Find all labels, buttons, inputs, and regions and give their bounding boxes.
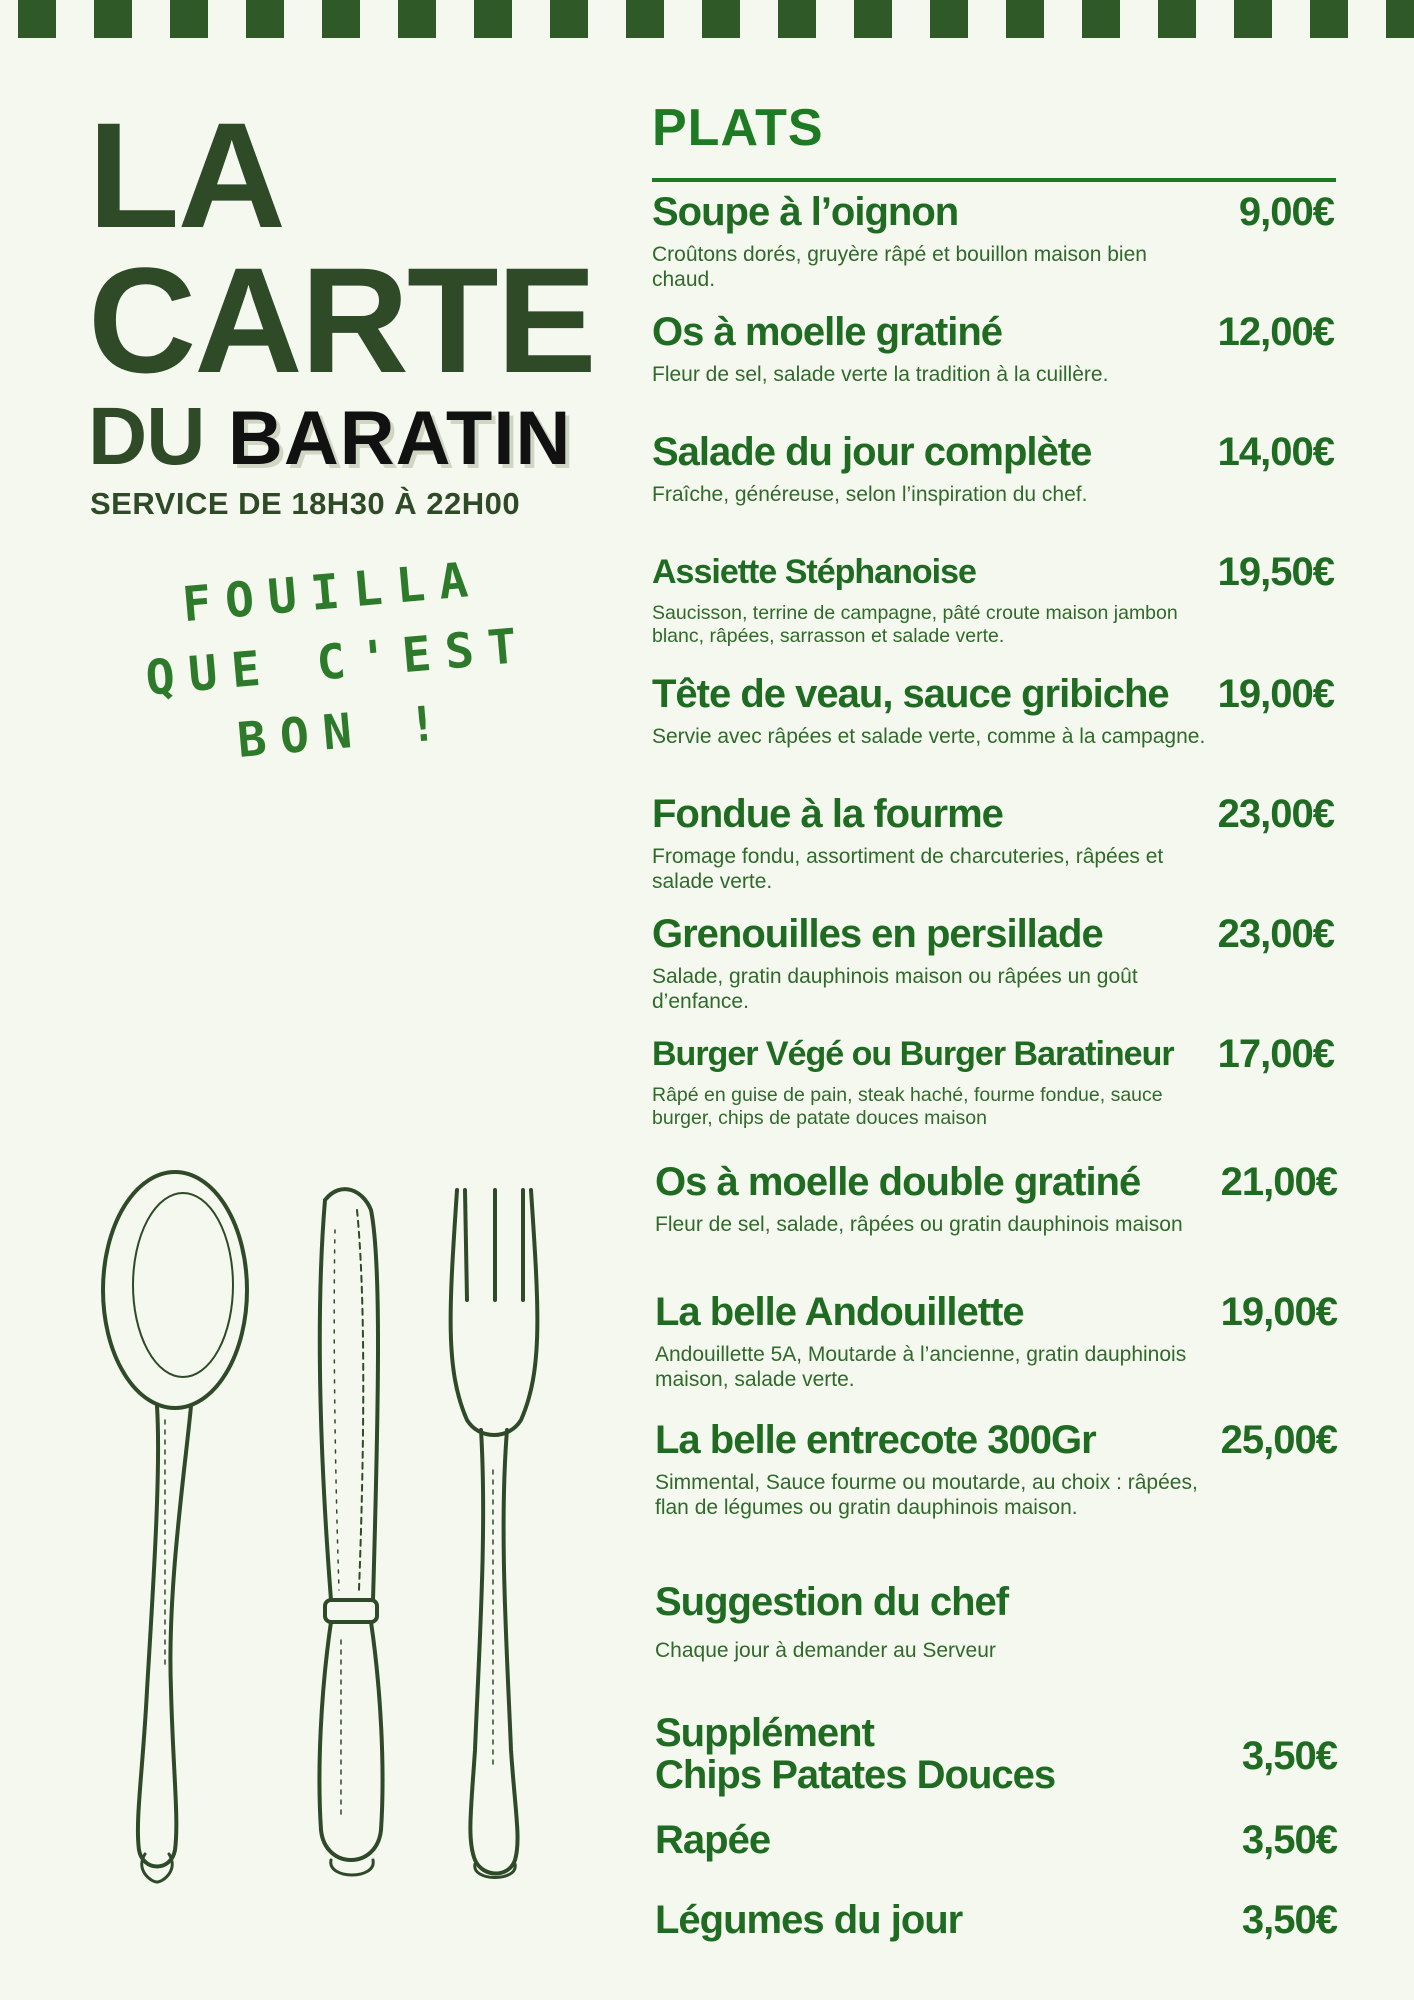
menu-item-name: Tête de veau, sauce gribiche [652, 672, 1169, 716]
menu-item [655, 1898, 1345, 1942]
menu-item-name-line: Chips Patates Douces [655, 1753, 1056, 1797]
menu-item-price: 21,00€ [1220, 1160, 1337, 1204]
menu-item [652, 792, 1342, 894]
checker-border [0, 0, 1414, 38]
menu-item-name: Assiette Stéphanoise [652, 553, 976, 591]
checker-square [854, 0, 892, 38]
menu-item [652, 190, 1342, 292]
menu-item-name: Grenouilles en persillade [652, 912, 1103, 956]
cutlery-illustration [95, 1170, 575, 1890]
menu-item-name: La belle Andouillette [655, 1290, 1024, 1334]
menu-item-price: 19,00€ [1217, 672, 1334, 716]
menu-item [652, 912, 1342, 1014]
menu-item-name: Suggestion du chef [655, 1580, 1009, 1624]
menu-item-price: 12,00€ [1217, 310, 1334, 354]
section-title: PLATS [652, 99, 824, 157]
checker-square [94, 0, 132, 38]
slogan [70, 535, 606, 790]
menu-item-description: Croûtons dorés, gruyère râpé et bouillon maison bien chaud. [652, 243, 1147, 291]
menu-item-description: Fleur de sel, salade, râpées ou gratin dauphinois maison [655, 1213, 1183, 1236]
menu-item-name: Burger Végé ou Burger Baratineur [652, 1035, 1174, 1073]
checker-square [1386, 0, 1414, 38]
menu-item-description: Andouillette 5A, Moutarde à l’ancienne, gratin dauphinois maison, salade verte. [655, 1343, 1187, 1391]
menu-item [655, 1580, 1345, 1663]
menu-item-price: 3,50€ [1241, 1818, 1337, 1862]
menu-item-price: 3,50€ [1241, 1898, 1337, 1942]
menu-item-description: Servie avec râpées et salade verte, comme à la campagne. [652, 725, 1206, 748]
menu-item-name-line: Supplément [655, 1711, 874, 1755]
checker-square [778, 0, 816, 38]
menu-item-name: Rapée [655, 1818, 771, 1862]
menu-item-description: Fraîche, généreuse, selon l’inspiration du chef. [652, 483, 1088, 506]
menu-item [652, 672, 1342, 749]
section-divider [652, 178, 1336, 182]
slogan-line-2: QUE C'EST BON ! [143, 617, 533, 769]
menu-item-name: Fondue à la fourme [652, 792, 1003, 836]
menu-item-price: 25,00€ [1220, 1418, 1337, 1462]
checker-square [1082, 0, 1120, 38]
menu-item-description: Saucisson, terrine de campagne, pâté croute maison jambon blanc, râpées, sarrasson et salade verte. [652, 602, 1178, 647]
menu-item-price: 14,00€ [1217, 430, 1334, 474]
menu-item-price: 23,00€ [1217, 912, 1334, 956]
menu-item-price: 19,00€ [1220, 1290, 1337, 1334]
checker-square [550, 0, 588, 38]
menu-item-name: Os à moelle double gratiné [655, 1160, 1141, 1204]
checker-square [170, 0, 208, 38]
slogan-line-1: FOUILLA [180, 551, 485, 634]
menu-item-price: 19,50€ [1217, 550, 1334, 594]
checker-square [474, 0, 512, 38]
checker-square [1006, 0, 1044, 38]
title-baratin: BARATIN [228, 396, 572, 481]
menu-item-name: Salade du jour complète [652, 430, 1092, 474]
menu-item-name: Soupe à l’oignon [652, 190, 959, 234]
menu-item-description: Chaque jour à demander au Serveur [655, 1639, 996, 1662]
checker-square [1158, 0, 1196, 38]
fork-icon [451, 1190, 538, 1878]
menu-item-description: Fromage fondu, assortiment de charcuteries, râpées et salade verte. [652, 845, 1164, 893]
menu-item [652, 310, 1342, 387]
title-la: LA [88, 91, 284, 259]
checker-square [626, 0, 664, 38]
menu-item [652, 1032, 1342, 1130]
menu-item-name: Légumes du jour [655, 1898, 963, 1942]
checker-square [398, 0, 436, 38]
menu-item [652, 550, 1342, 648]
checker-square [930, 0, 968, 38]
menu-item-description: Fleur de sel, salade verte la tradition à la cuillère. [652, 363, 1109, 386]
menu-item-price: 23,00€ [1217, 792, 1334, 836]
menu-item [655, 1818, 1345, 1862]
checker-square [1234, 0, 1272, 38]
checker-square [246, 0, 284, 38]
menu-item [655, 1290, 1345, 1392]
menu-item-price: 17,00€ [1217, 1032, 1334, 1076]
menu-item-name: Os à moelle gratiné [652, 310, 1003, 354]
menu-item [655, 1160, 1345, 1237]
menu-item-price: 3,50€ [1241, 1734, 1337, 1778]
menu-item-name: La belle entrecote 300Gr [655, 1418, 1096, 1462]
menu-item-description: Simmental, Sauce fourme ou moutarde, au choix : râpées, flan de légumes ou gratin dauphinois maison. [655, 1471, 1198, 1519]
menu-item [652, 430, 1342, 507]
title-carte: CARTE [88, 236, 595, 404]
knife-icon [319, 1189, 382, 1875]
menu-item [655, 1712, 1345, 1796]
menu-item-description: Râpé en guise de pain, steak haché, fourme fondue, sauce burger, chips de patate douces maison [652, 1084, 1163, 1129]
spoon-icon [103, 1172, 247, 1882]
checker-square [1310, 0, 1348, 38]
menu-item-name [655, 1712, 1195, 1796]
checker-square [322, 0, 360, 38]
checker-square [702, 0, 740, 38]
menu-item-description: Salade, gratin dauphinois maison ou râpées un goût d’enfance. [652, 965, 1138, 1013]
title-du: DU [88, 391, 205, 482]
checker-square [18, 0, 56, 38]
menu-item-price: 9,00€ [1238, 190, 1334, 234]
service-hours: SERVICE DE 18H30 À 22H00 [90, 486, 521, 521]
menu-item [655, 1418, 1345, 1520]
